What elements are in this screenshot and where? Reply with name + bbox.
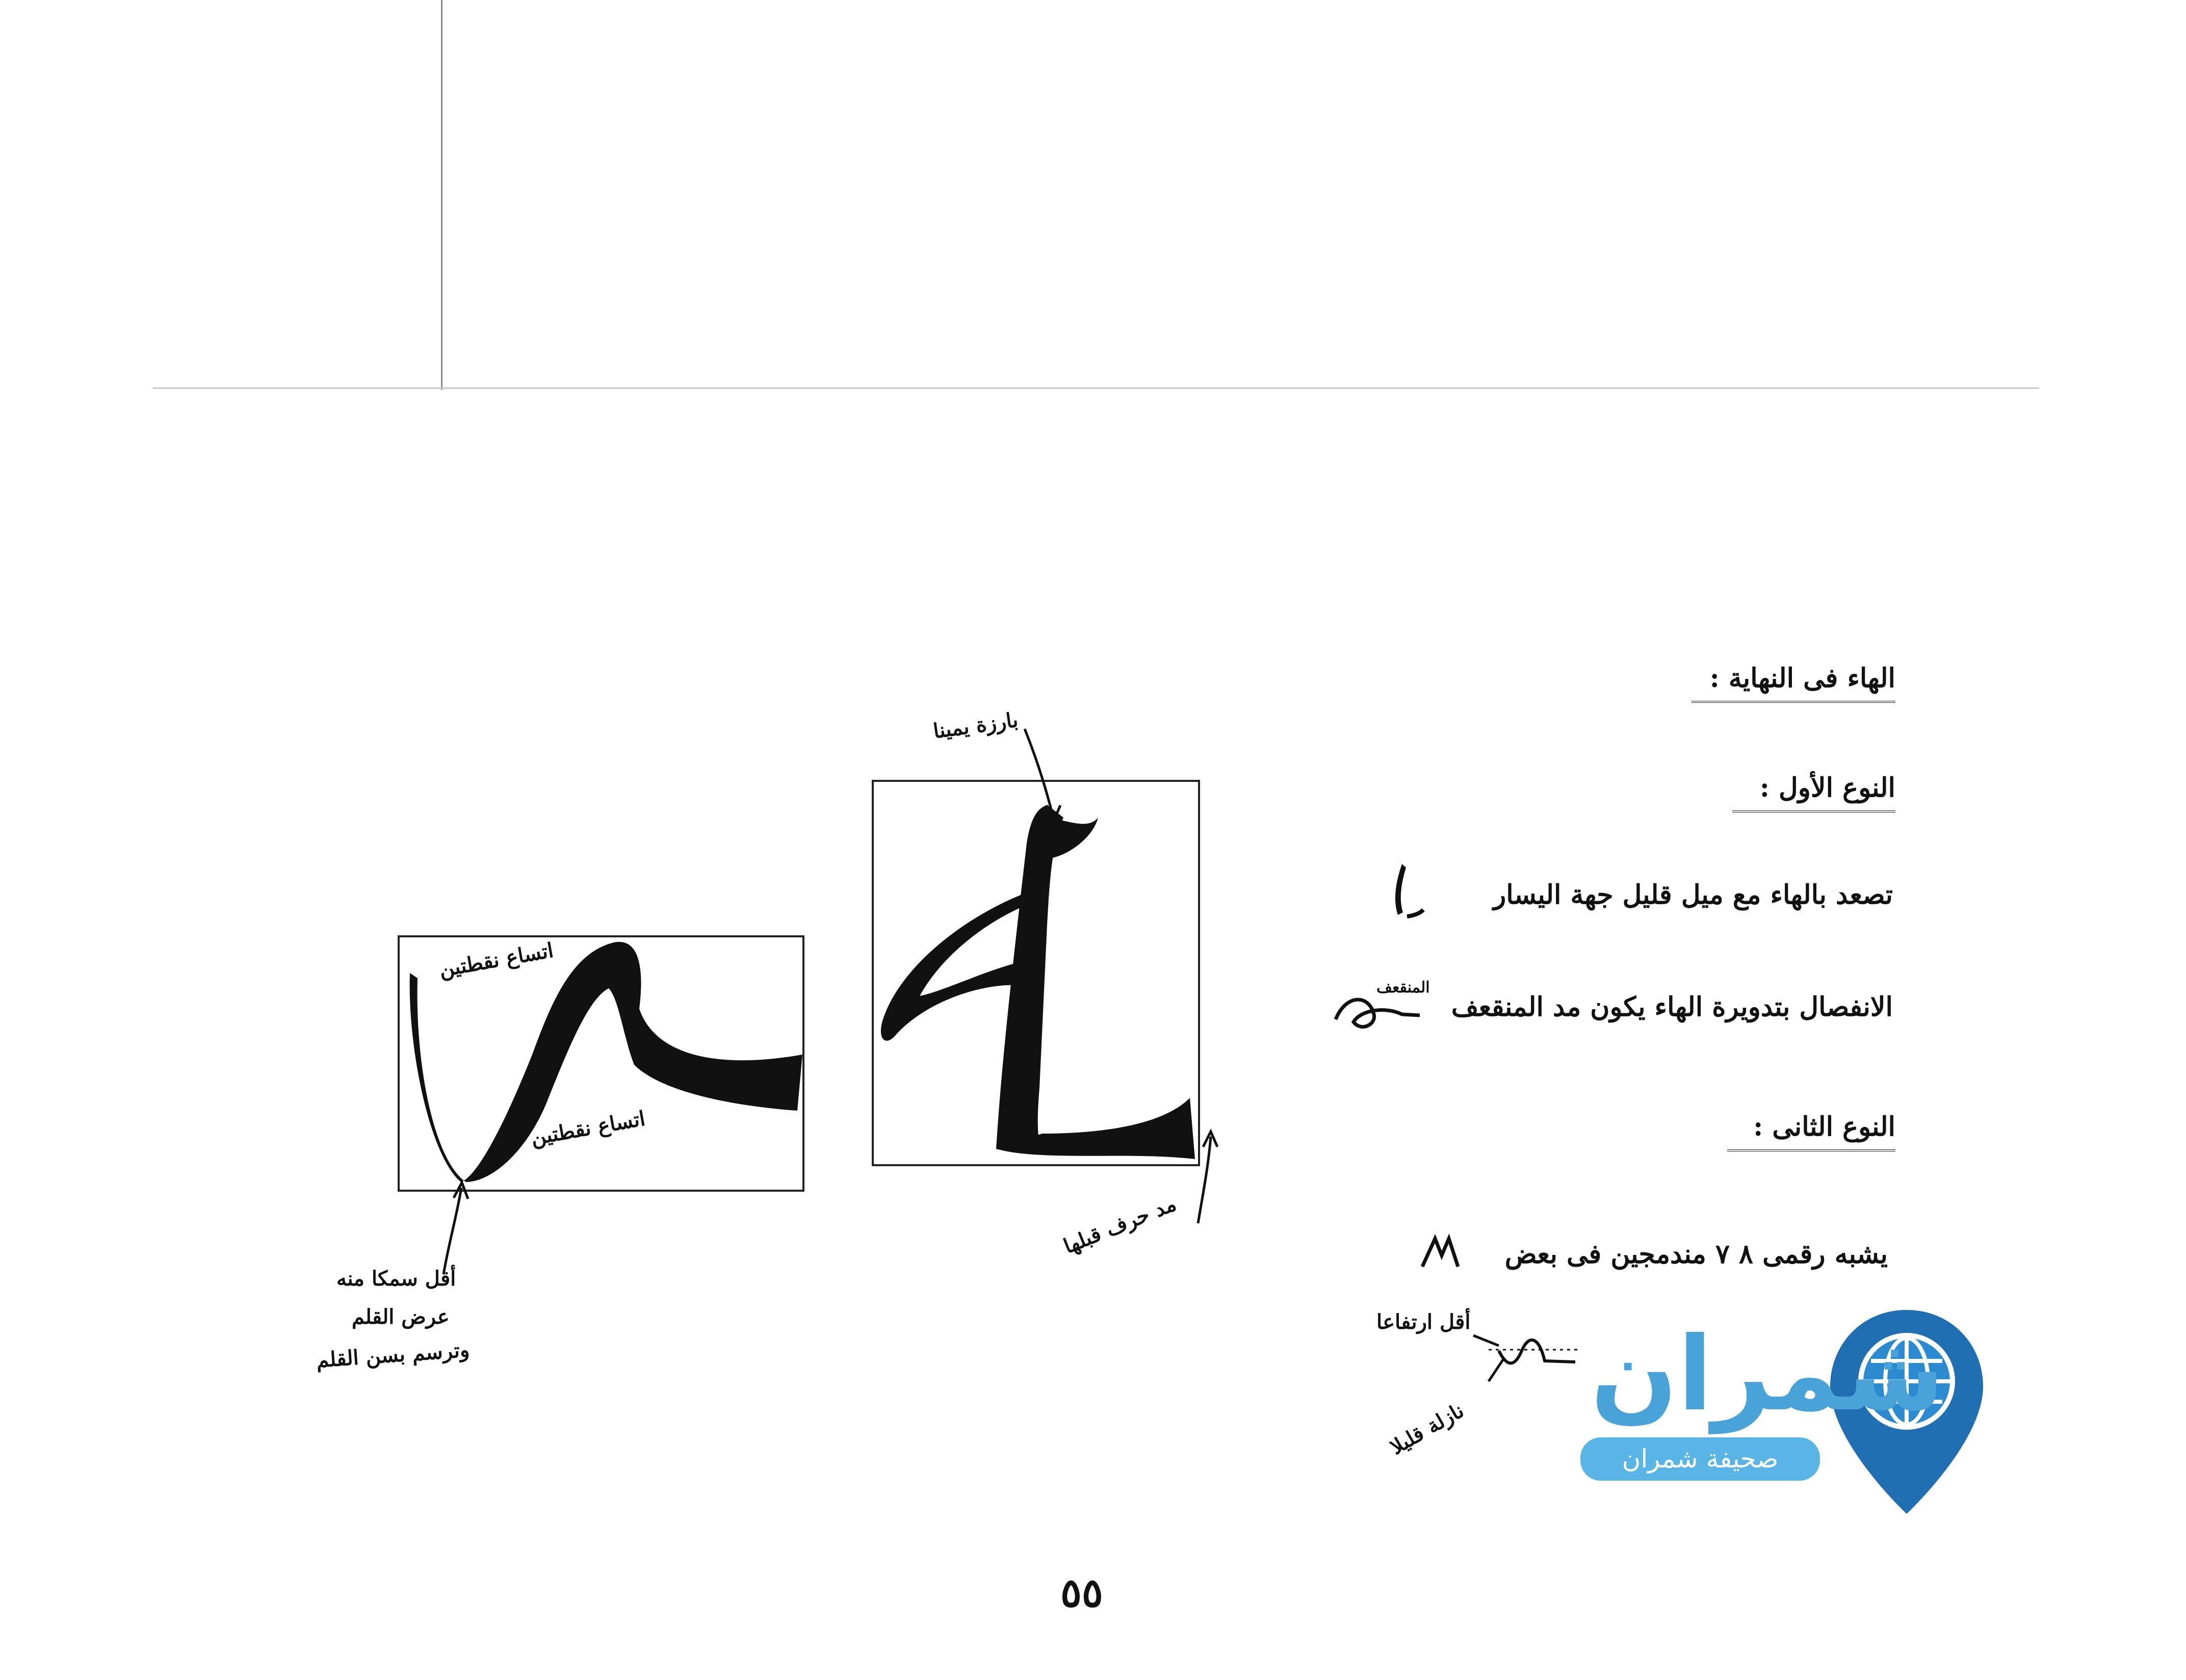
wave-sample-icon <box>1468 1320 1596 1392</box>
type2-heading: النوع الثانى : <box>1727 1111 1895 1151</box>
margin-horizontal-rule <box>153 387 2039 389</box>
watermark-subtitle-bg <box>1580 1437 1820 1517</box>
watermark-subtitle: صحيفة شمران الاخبارية <box>1622 1444 1779 1517</box>
type2-note-down: نازلة قليلا <box>1386 1398 1468 1460</box>
page-number: ٥٥ <box>1060 1570 1103 1616</box>
figure-left-note-line1: أقل سمكا منه <box>336 1267 456 1291</box>
figure-right-label-bottom: مد حرف قبلها <box>1060 1191 1180 1259</box>
figure-right-label-top: بارزة يمينا <box>931 707 1020 744</box>
figure-right-box <box>872 780 1200 1166</box>
digits-sample-icon <box>1417 1231 1463 1277</box>
type1-line1: تصعد بالهاء مع ميل قليل جهة اليسار <box>1493 879 1893 910</box>
type2-note-low: أقل ارتفاعا <box>1376 1310 1471 1334</box>
margin-vertical-rule <box>441 0 443 390</box>
stroke-sample-icon <box>1376 856 1433 928</box>
type1-line2: الانفصال بتدويرة الهاء يكون مد المنقعف <box>1451 991 1893 1022</box>
section-title: الهاء فى النهاية : <box>1691 663 1895 703</box>
type2-line1: يشبه رقمى ٨ ٧ مندمجين فى بعض <box>1504 1239 1888 1270</box>
arrow-down-icon <box>1014 724 1076 826</box>
figure-left-label-mid: اتساع نقطتين <box>529 1106 647 1150</box>
figure-left-note-line3: وترسم بسن القلم <box>315 1337 471 1373</box>
type1-note: المنقعف <box>1376 979 1430 996</box>
connection-stroke-icon <box>1325 984 1427 1040</box>
figure-left-label-top: اتساع نقطتين <box>437 938 556 982</box>
arrow-up-icon <box>1183 1126 1229 1228</box>
arrow-up-icon <box>428 1177 479 1279</box>
type1-heading: النوع الأول : <box>1732 772 1895 812</box>
watermark-logo <box>1580 1305 1988 1519</box>
haa-final-type1-glyph <box>874 782 1198 1164</box>
figure-left-note-line2: عرض القلم <box>352 1305 450 1329</box>
watermark-title: شمران <box>1591 1315 1945 1434</box>
